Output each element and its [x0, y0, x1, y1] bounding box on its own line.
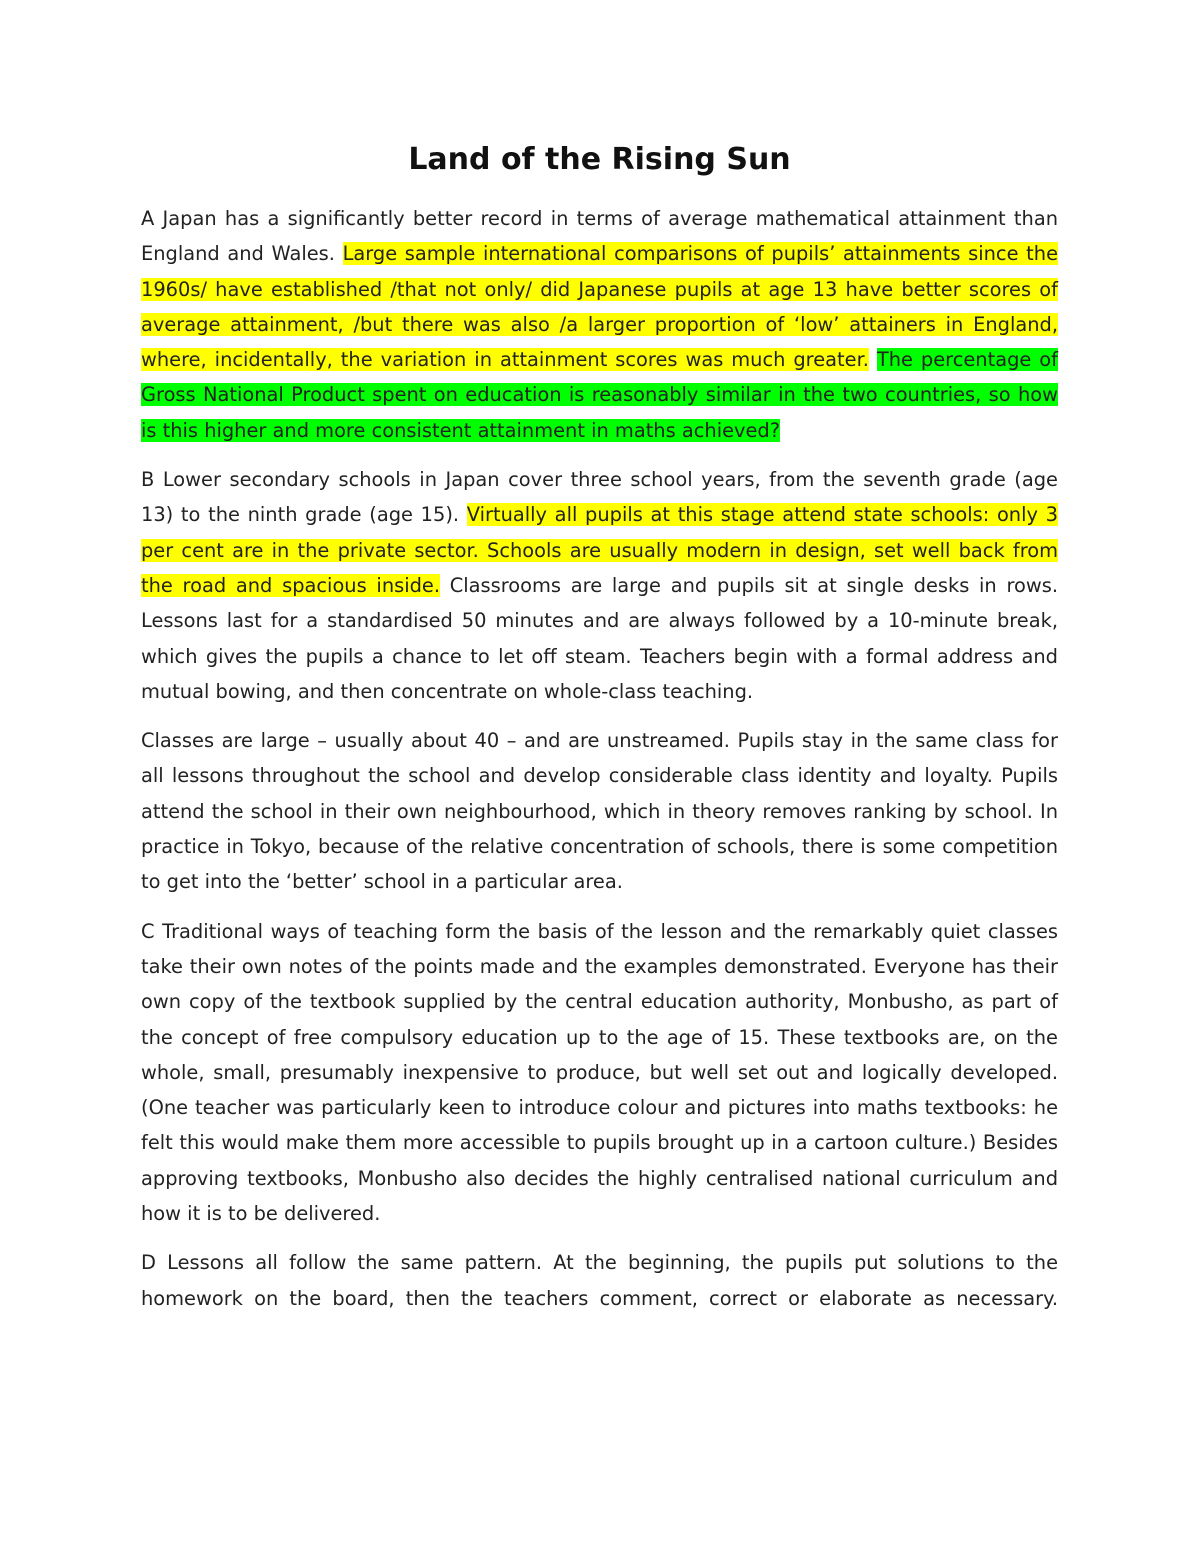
paragraph-letter: D — [141, 1251, 156, 1275]
paragraph-b-continued — [141, 723, 1058, 899]
document-title: Land of the Rising Sun — [408, 142, 791, 177]
paragraph-text: Classes are large – usually about 40 – and are unstreamed. Pupils stay in the same class for all lessons throughout the school and develop considerable class identity and loyalty. Pupils attend the school in their own neighbourhood, which in theory removes ranking by school. In practice in Tokyo, because of the relative concentration of schools, there is some competition to get into the ‘better’ school in a particular area. — [141, 729, 1058, 894]
yellow-highlight: Large sample international comparisons of pupils’ attainments since the 1960s/ have established /that not only/ did Japanese pupils at age 13 have better scores of average attainment, /but there was also /a larger proportion of ‘low’ attainers in England, where, incidentally, the variation in attainment scores was much greater. — [141, 242, 1058, 372]
paragraph-letter: C — [141, 919, 155, 943]
paragraph-text — [869, 348, 877, 371]
paragraph-text: Classrooms are large and pupils sit at single desks in rows. Lessons last for a standardised 50 minutes and are always followed by a 10-minute break, which gives the pupils a chance to let off steam. Teachers begin with a formal address and mutual bowing, and then concentrate on whole-class teaching. — [141, 573, 1058, 703]
paragraph-b — [141, 462, 1058, 709]
paragraph-text: Lessons all follow the same pattern. At the beginning, the pupils put solutions to the homework on the board, then the teachers comment, correct or elaborate as necessary. — [141, 1251, 1058, 1310]
paragraph-c — [141, 914, 1058, 1232]
yellow-highlight: Virtually all pupils at this stage attend state schools: only 3 per cent are in the private sector. Schools are usually modern in design, set well back from the road and spacious inside. — [141, 503, 1058, 597]
paragraph-a — [141, 201, 1058, 448]
document-page — [141, 138, 1058, 1330]
green-highlight: The percentage of Gross National Product spent on education is reasonably similar in the two countries, so how is this higher and more consistent attainment in maths achieved? — [141, 348, 1058, 442]
paragraph-text: Japan has a significantly better record in terms of average mathematical attainment than England and Wales. — [141, 207, 1058, 266]
paragraph-text: Traditional ways of teaching form the basis of the lesson and the remarkably quiet classes take their own notes of the points made and the examples demonstrated. Everyone has their own copy of the textbook supplied by the central education authority, Monbusho, as part of the concept of free compulsory education up to the age of 15. These textbooks are, on the whole, small, presumably inexpensive to produce, but well set out and logically developed. (One teacher was particularly keen to introduce colour and pictures into maths textbooks: he felt this would make them more accessible to pupils brought up in a cartoon culture.) Besides approving textbooks, Monbusho also decides the highly centralised national curriculum and how it is to be delivered. — [141, 919, 1058, 1226]
paragraph-letter: A — [141, 207, 155, 230]
paragraph-d — [141, 1245, 1058, 1316]
paragraph-letter: B — [141, 468, 155, 492]
paragraph-text: Lower secondary schools in Japan cover three school years, from the seventh grade (age 13) to the ninth grade (age 15). — [141, 468, 1058, 527]
